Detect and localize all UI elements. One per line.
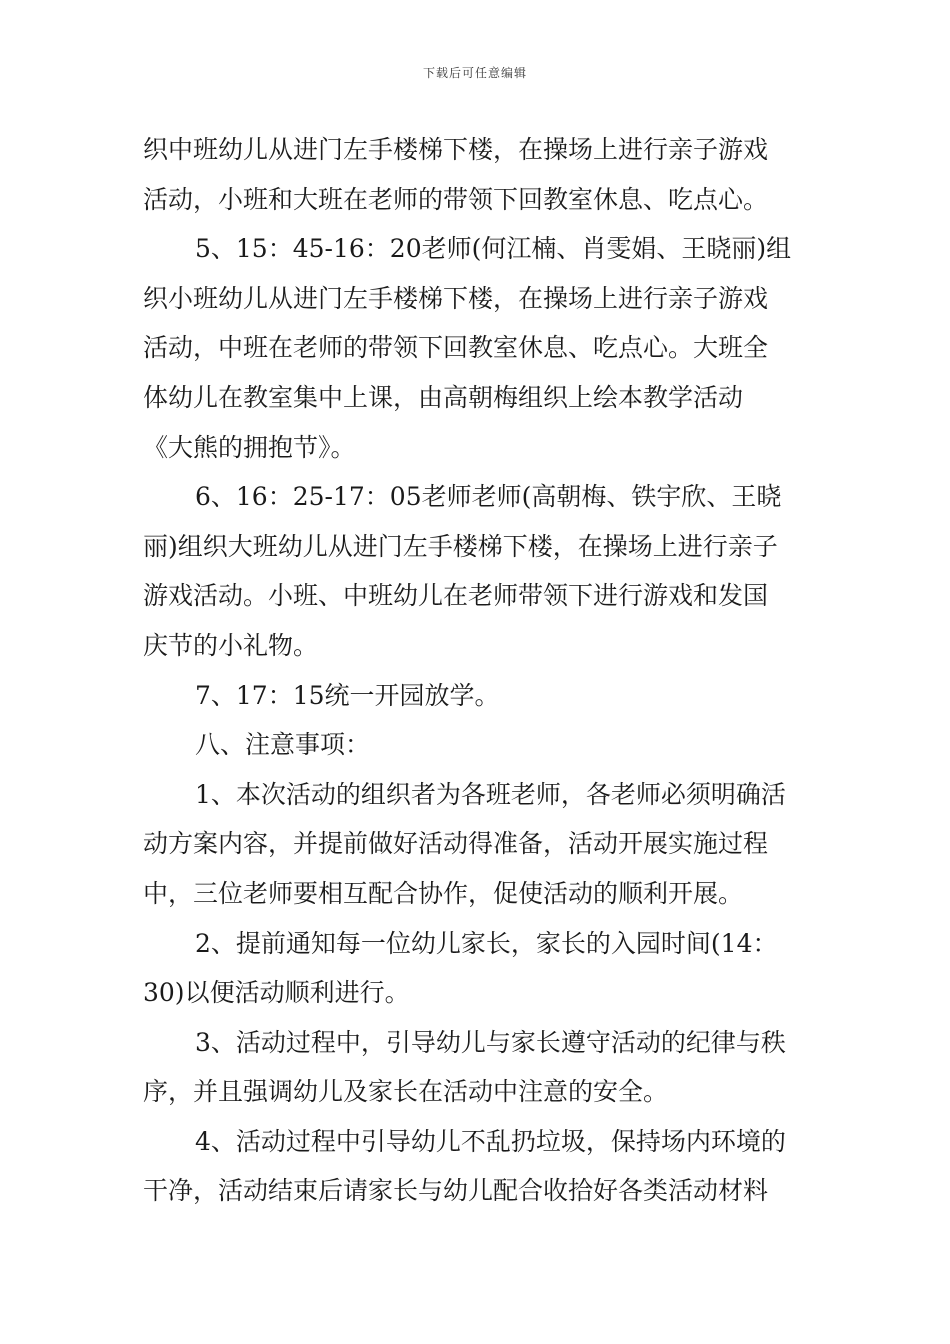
text-line: 织小班幼儿从进门左手楼梯下楼，在操场上进行亲子游戏 — [143, 283, 769, 313]
text-line: 织中班幼儿从进门左手楼梯下楼，在操场上进行亲子游戏 — [143, 135, 769, 164]
text-line: 体幼儿在教室集中上课，由高朝梅组织上绘本教学活动 — [143, 382, 744, 412]
paragraph-start-line: 2、提前通知每一位幼儿家长，家长的入园时间(14： — [195, 928, 778, 958]
text-line: 丽)组织大班幼儿从进门左手楼梯下楼，在操场上进行亲子 — [143, 531, 778, 561]
paragraph-start-line: 1、本次活动的组织者为各班老师，各老师必须明确活 — [195, 779, 786, 809]
text-line: 活动，小班和大班在老师的带领下回教室休息、吃点心。 — [143, 184, 769, 214]
paragraph-start-line: 4、活动过程中引导幼儿不乱扔垃圾，保持场内环境的 — [195, 1126, 786, 1156]
text-line: 中，三位老师要相互配合协作，促使活动的顺利开展。 — [143, 878, 744, 908]
document-body — [143, 125, 809, 1216]
text-line: 序，并且强调幼儿及家长在活动中注意的安全。 — [143, 1077, 669, 1107]
section-heading: 八、注意事项： — [195, 730, 371, 760]
text-line: 动方案内容，并提前做好活动得准备，活动开展实施过程 — [143, 829, 769, 859]
page-header: 下载后可任意编辑 — [422, 66, 527, 80]
text-line: 活动，中班在老师的带领下回教室休息、吃点心。大班全 — [143, 333, 769, 363]
text-line: 《大熊的拥抱节》。 — [143, 432, 356, 462]
text-line: 干净，活动结束后请家长与幼儿配合收拾好各类活动材料 — [143, 1176, 769, 1206]
text-line: 庆节的小礼物。 — [143, 630, 319, 660]
paragraph-start-line: 7、17：15统一开园放学。 — [195, 680, 500, 710]
paragraph-start-line: 5、15：45-16：20老师(何江楠、肖雯娟、王晓丽)组 — [195, 234, 792, 264]
text-line: 游戏活动。小班、中班幼儿在老师带领下进行游戏和发国 — [143, 581, 769, 611]
text-line: 30)以便活动顺利进行。 — [143, 978, 410, 1008]
paragraph-start-line: 6、16：25-17：05老师老师(高朝梅、铁宇欣、王晓 — [195, 482, 782, 512]
paragraph-start-line: 3、活动过程中，引导幼儿与家长遵守活动的纪律与秩 — [195, 1027, 786, 1057]
